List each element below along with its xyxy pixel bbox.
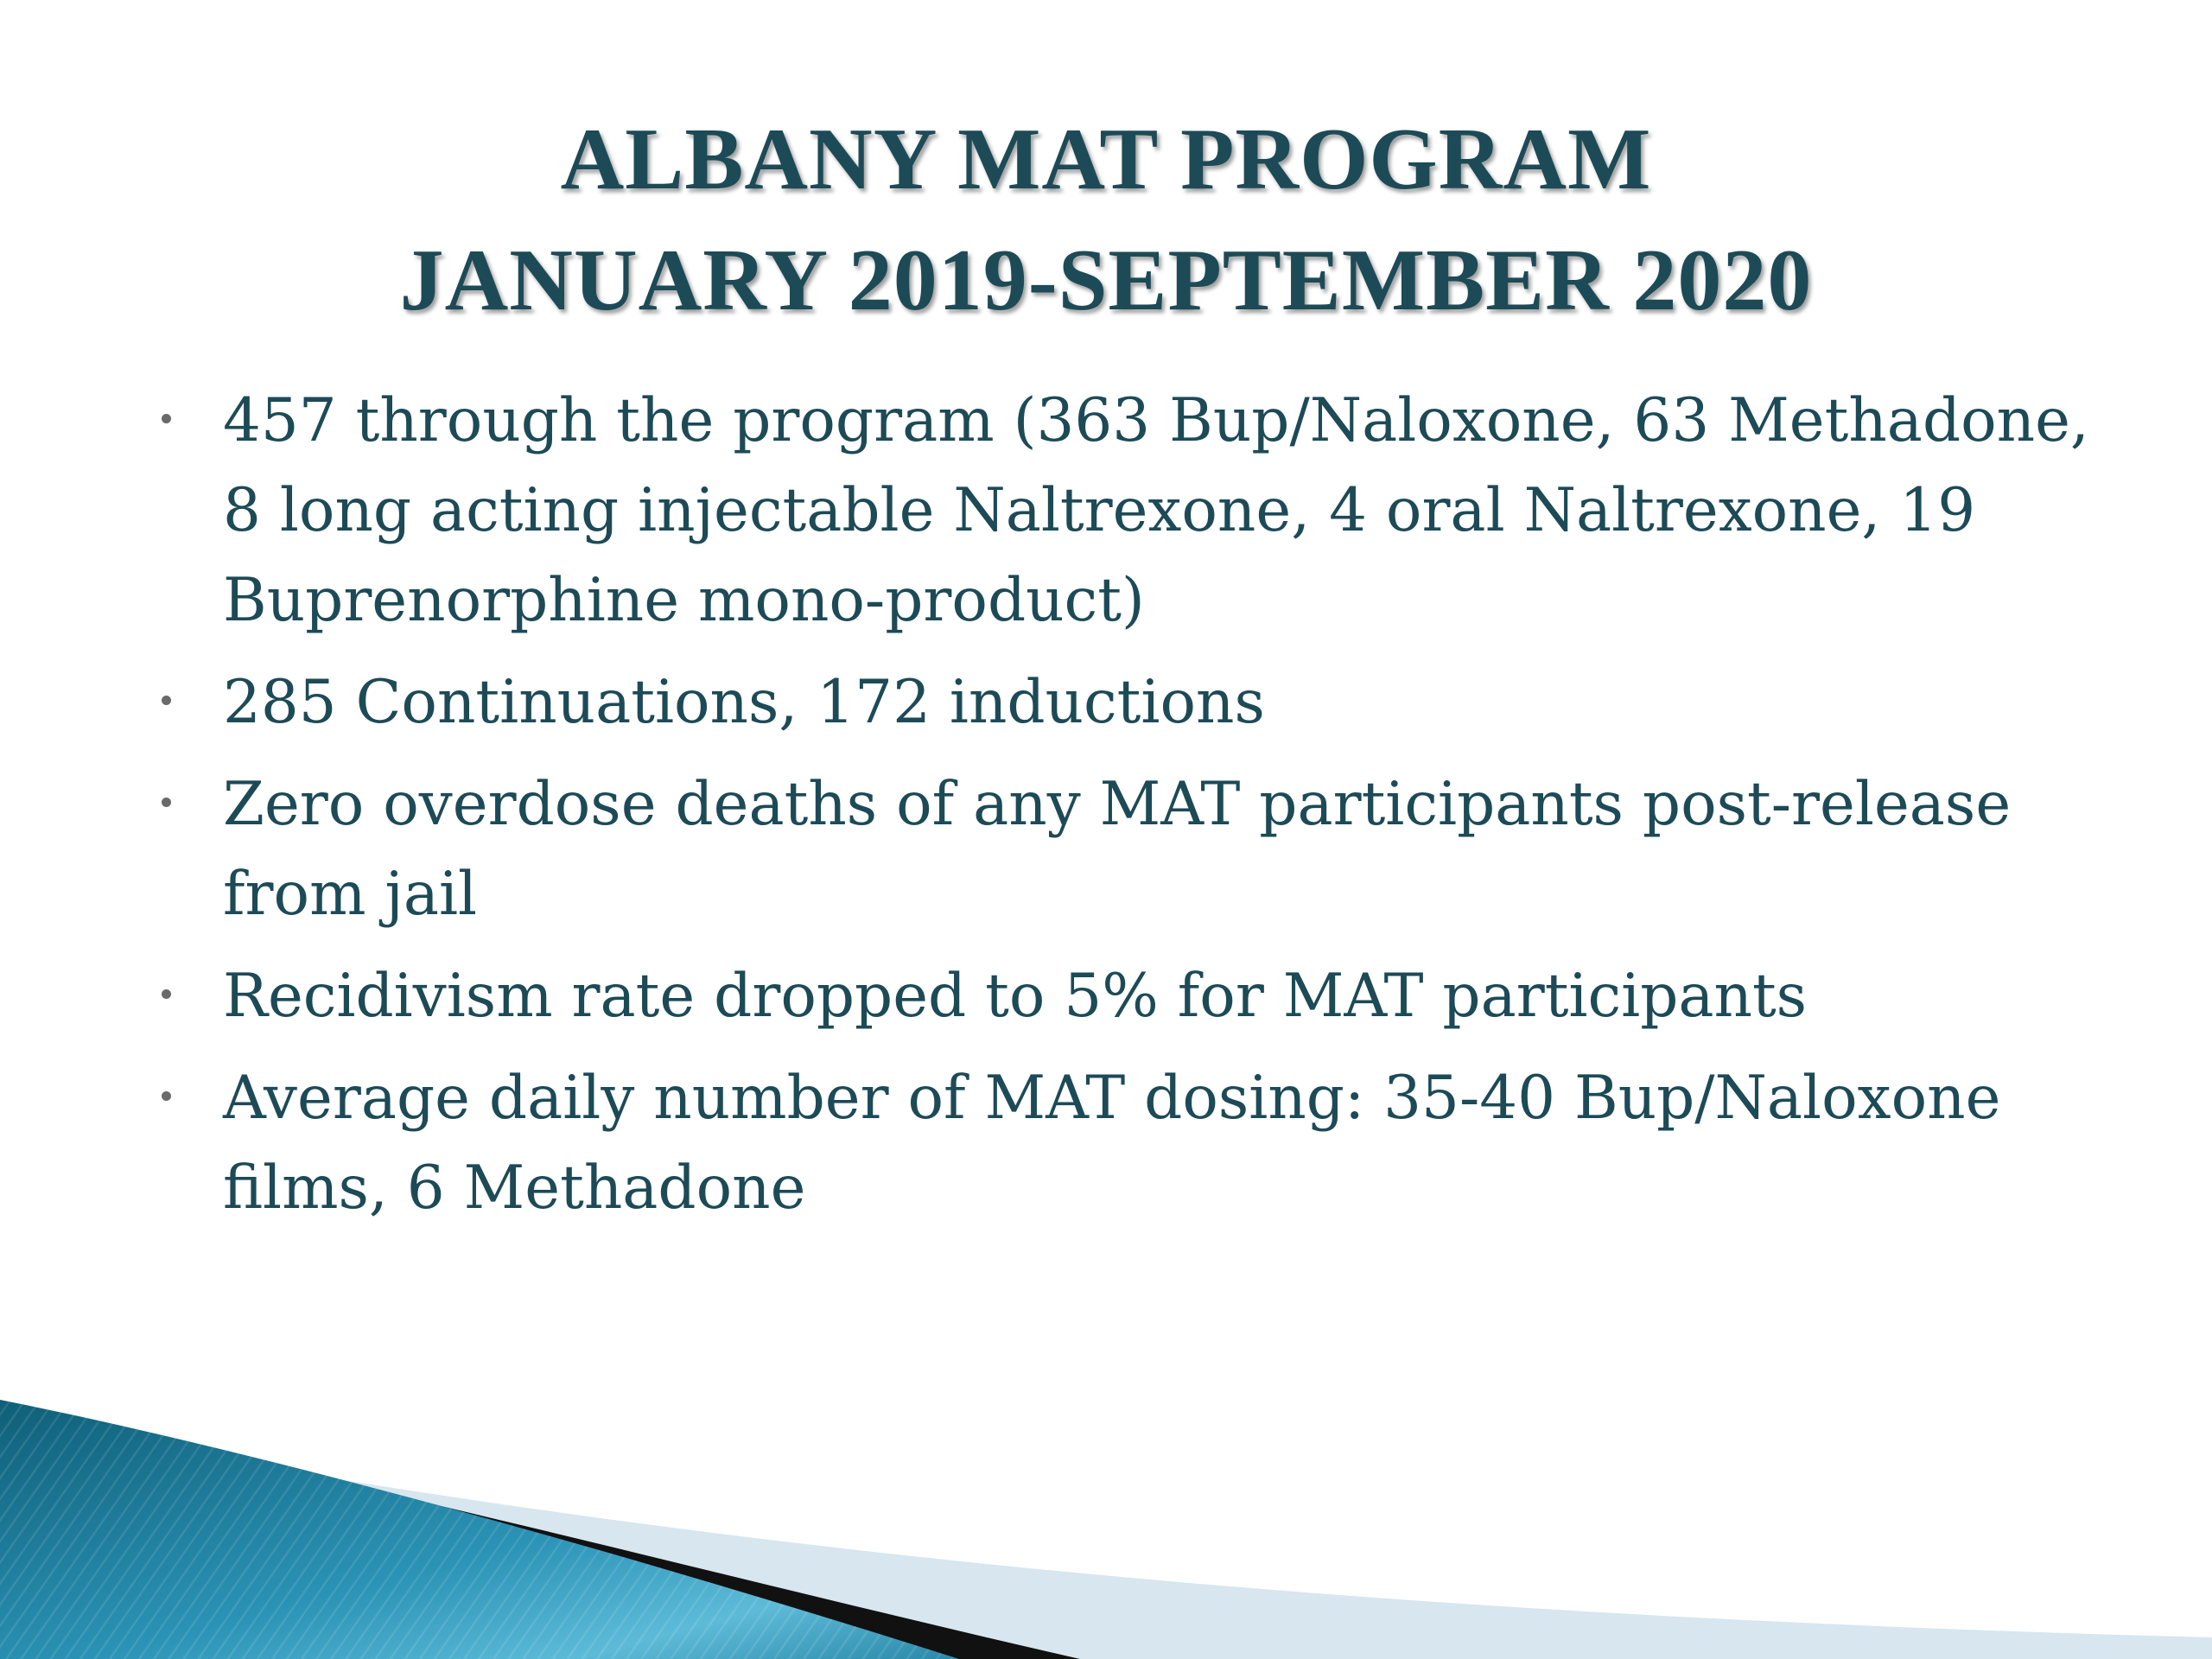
bullet-list — [151, 376, 2104, 1245]
bullet-item — [151, 658, 2104, 747]
bullet-icon — [162, 414, 171, 423]
bullet-icon — [162, 696, 171, 705]
bullet-text: 457 through the program (363 Bup/Naloxone, 63 Methadone, 8 long acting injectable Naltrexone, 4 oral Naltrexone, 19 Buprenorphine mono-product) — [223, 386, 2089, 635]
bullet-item — [151, 1053, 2104, 1233]
bullet-icon — [162, 798, 171, 807]
bullet-item — [151, 760, 2104, 939]
title-line-1: ALBANY MAT PROGRAM — [560, 111, 1652, 208]
bullet-icon — [162, 1091, 171, 1101]
bullet-text: Zero overdose deaths of any MAT participants post-release from jail — [223, 770, 2012, 929]
bullet-text: Average daily number of MAT dosing: 35-40 Bup/Naloxone films, 6 Methadone — [223, 1064, 2001, 1223]
slide-title — [0, 99, 2212, 341]
bullet-icon — [162, 989, 171, 999]
bullet-text: 285 Continuations, 172 inductions — [223, 668, 1265, 737]
bullet-text: Recidivism rate dropped to 5% for MAT participants — [223, 962, 1808, 1031]
bullet-item — [151, 376, 2104, 645]
title-line-2: JANUARY 2019-SEPTEMBER 2020 — [399, 232, 1813, 329]
bullet-item — [151, 951, 2104, 1041]
